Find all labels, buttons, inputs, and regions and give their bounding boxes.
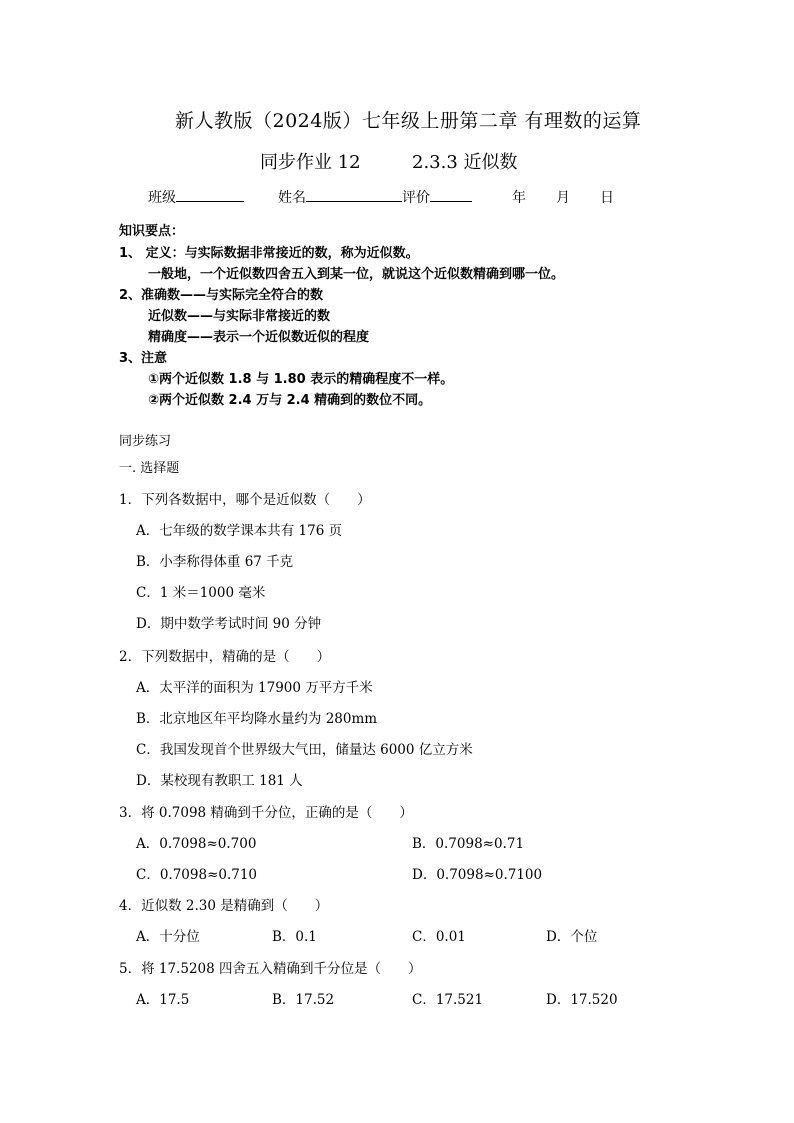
section-heading: 一. 选择题 <box>119 461 180 476</box>
question-2-option-c[interactable]: C．我国发现首个世界级大气田，储量达 6000 亿立方米 <box>136 742 473 758</box>
question-1-option-b[interactable]: B．小李称得体重 67 千克 <box>136 554 294 570</box>
page-subtitle-right: 2.3.3 近似数 <box>412 152 518 173</box>
practice-heading: 同步练习 <box>119 434 172 449</box>
day-label: 日 <box>600 190 614 206</box>
question-4: 4．近似数 2.30 是精确到（ ） <box>119 898 329 914</box>
question-3: 3．将 0.7098 精确到千分位，正确的是（ ） <box>119 805 413 821</box>
knowledge-point-1b: 一般地，一个近似数四舍五入到某一位，就说这个近似数精确到哪一位。 <box>148 267 565 282</box>
question-5-option-b[interactable]: B．17.52 <box>272 992 335 1008</box>
question-1-option-d[interactable]: D．期中数学考试时间 90 分钟 <box>136 616 322 632</box>
question-5-option-d[interactable]: D．17.520 <box>546 992 618 1008</box>
question-1-option-a[interactable]: A．七年级的数学课本共有 176 页 <box>136 523 343 539</box>
knowledge-point-3a: ①两个近似数 1.8 与 1.80 表示的精确程度不一样。 <box>148 372 454 387</box>
question-2-option-d[interactable]: D．某校现有教职工 181 人 <box>136 773 303 789</box>
knowledge-heading: 知识要点： <box>119 224 185 239</box>
year-label: 年 <box>512 190 526 206</box>
knowledge-point-2c: 精确度——表示一个近似数近似的程度 <box>148 330 370 345</box>
question-5: 5．将 17.5208 四舍五入精确到千分位是（ ） <box>119 961 422 977</box>
question-1: 1．下列各数据中，哪个是近似数（ ） <box>119 492 371 508</box>
eval-field[interactable] <box>430 187 472 202</box>
month-label: 月 <box>556 190 570 206</box>
page-title: 新人教版（2024版）七年级上册第二章 有理数的运算 <box>175 110 642 132</box>
knowledge-point-2b: 近似数——与实际非常接近的数 <box>148 309 331 324</box>
question-5-option-c[interactable]: C．17.521 <box>412 992 484 1008</box>
page-subtitle-left: 同步作业 12 <box>260 152 361 173</box>
name-label: 姓名 <box>278 190 306 206</box>
question-4-option-b[interactable]: B．0.1 <box>272 929 317 945</box>
eval-label: 评价 <box>402 190 430 206</box>
question-2-option-b[interactable]: B．北京地区年平均降水量约为 280mm <box>136 711 378 727</box>
question-4-option-d[interactable]: D．个位 <box>546 929 598 945</box>
question-5-option-a[interactable]: A．17.5 <box>136 992 190 1008</box>
question-4-option-c[interactable]: C．0.01 <box>412 929 466 945</box>
knowledge-point-3: 3、注意 <box>119 351 168 366</box>
question-3-option-d[interactable]: D．0.7098≈0.7100 <box>412 867 543 883</box>
student-info-row <box>148 187 614 207</box>
knowledge-point-2: 2、准确数——与实际完全符合的数 <box>119 288 324 303</box>
class-label: 班级 <box>148 190 176 206</box>
question-2: 2．下列数据中，精确的是（ ） <box>119 649 331 665</box>
class-field[interactable] <box>176 187 244 202</box>
question-3-option-a[interactable]: A．0.7098≈0.700 <box>136 836 257 852</box>
question-2-option-a[interactable]: A．太平洋的面积为 17900 万平方千米 <box>136 680 373 696</box>
question-4-option-a[interactable]: A．十分位 <box>136 929 200 945</box>
name-field[interactable] <box>306 187 402 202</box>
question-1-option-c[interactable]: C．1 米＝1000 毫米 <box>136 585 266 601</box>
question-3-option-c[interactable]: C．0.7098≈0.710 <box>136 867 258 883</box>
knowledge-point-1: 1、 定义：与实际数据非常接近的数，称为近似数。 <box>119 246 419 261</box>
question-3-option-b[interactable]: B．0.7098≈0.71 <box>412 836 525 852</box>
knowledge-point-3b: ②两个近似数 2.4 万与 2.4 精确到的数位不同。 <box>148 393 432 408</box>
